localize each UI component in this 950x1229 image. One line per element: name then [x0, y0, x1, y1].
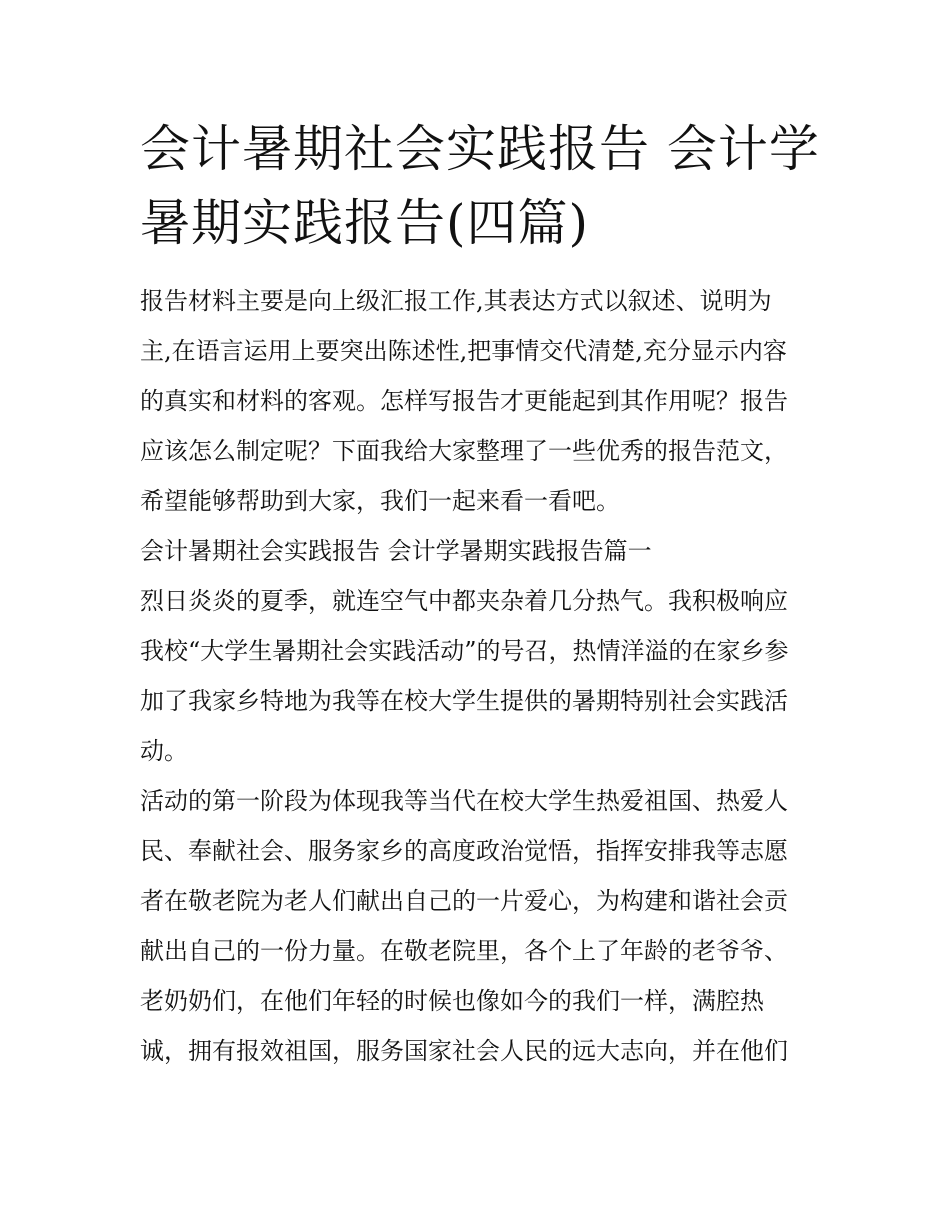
section-heading	[140, 526, 820, 576]
section-heading-text: 会计暑期社会实践报告 会计学暑期实践报告篇一	[140, 537, 652, 565]
paragraph-line: 活动的第一阶段为体现我等当代在校大学生热爱祖国、热爱人	[140, 787, 788, 815]
paragraph-line: 献出自己的一份力量。在敬老院里，各个上了年龄的老爷爷、	[140, 937, 788, 965]
paragraph-line: 烈日炎炎的夏季，就连空气中都夹杂着几分热气。我积极响应	[140, 587, 788, 615]
title-line: 暑期实践报告(四篇)	[140, 194, 590, 252]
paragraph-line: 我校“大学生暑期社会实践活动”的号召，热情洋溢的在家乡参	[140, 637, 789, 665]
body-paragraph-1	[140, 576, 820, 776]
intro-line: 希望能够帮助到大家，我们一起来看一看吧。	[140, 487, 620, 515]
paragraph-line: 老奶奶们，在他们年轻的时候也像如今的我们一样，满腔热	[140, 987, 764, 1015]
intro-paragraph	[140, 276, 820, 526]
paragraph-line: 动。	[140, 737, 188, 765]
paragraph-line: 者在敬老院为老人们献出自己的一片爱心，为构建和谐社会贡	[140, 887, 788, 915]
intro-line: 报告材料主要是向上级汇报工作,其表达方式以叙述、说明为	[140, 287, 772, 315]
intro-line: 主,在语言运用上要突出陈述性,把事情交代清楚,充分显示内容	[140, 337, 787, 365]
paragraph-line: 加了我家乡特地为我等在校大学生提供的暑期特别社会实践活	[140, 687, 788, 715]
title-line: 会计暑期社会实践报告 会计学	[140, 120, 820, 178]
paragraph-line: 民、奉献社会、服务家乡的高度政治觉悟，指挥安排我等志愿	[140, 837, 788, 865]
intro-line: 的真实和材料的客观。怎样写报告才更能起到其作用呢？报告	[140, 387, 788, 415]
intro-line: 应该怎么制定呢？下面我给大家整理了一些优秀的报告范文，	[140, 437, 788, 465]
body-paragraph-2	[140, 776, 820, 1076]
paragraph-line: 诚，拥有报效祖国，服务国家社会人民的远大志向，并在他们	[140, 1037, 788, 1065]
document-title	[140, 112, 820, 260]
